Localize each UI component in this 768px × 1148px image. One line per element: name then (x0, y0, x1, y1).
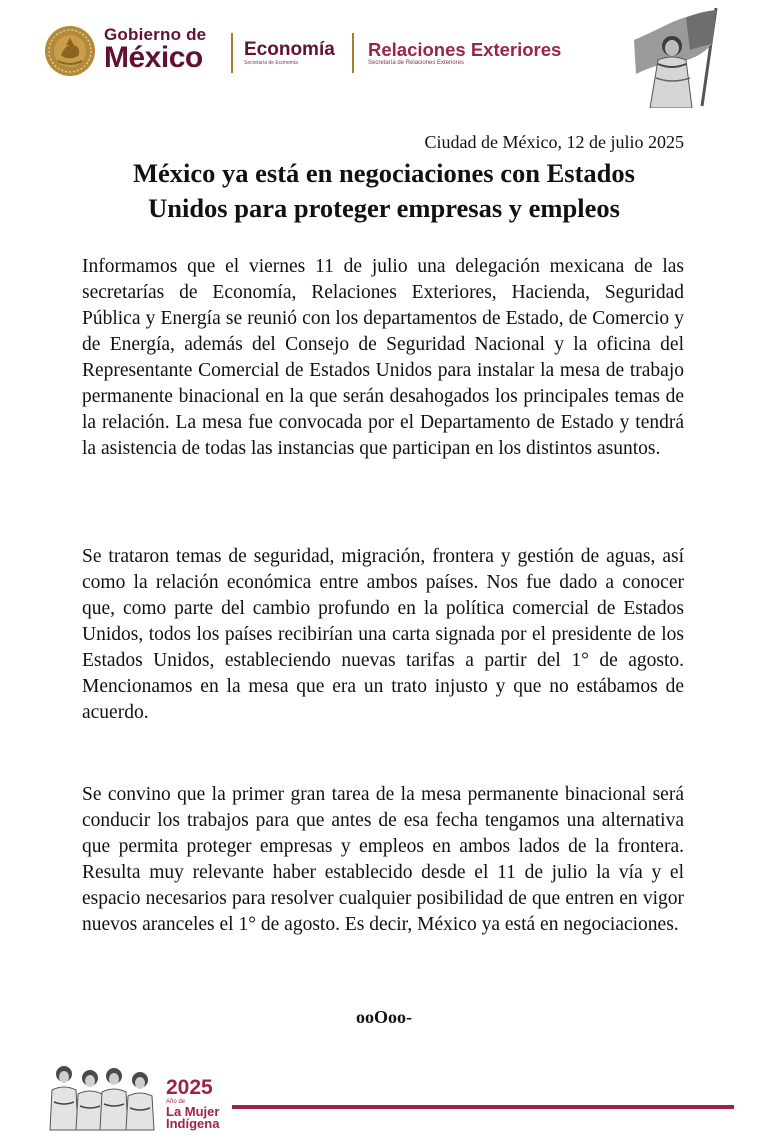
indigenous-women-illustration (44, 1060, 162, 1132)
title-line-1: México ya está en negociaciones con Estados (133, 158, 635, 188)
closing-mark: ooOoo- (356, 1007, 412, 1027)
body-paragraph: Se convino que la primer gran tarea de la mesa permanente binacional será conducir los trabajos para que antes de esa fecha tengamos una alternativa que permita proteger empresas y empleos en ambos lados de la frontera. Resulta muy relevante haber establecido desde el 11 de julio la vía y el espacio necesarios para resolver cualquier posibilidad de que entren en vigor nuevos aranceles el 1° de agosto. Es decir, México ya está en negociaciones. (82, 784, 684, 935)
logo-line-2: México (104, 41, 203, 74)
body-paragraph: Informamos que el viernes 11 de julio una delegación mexicana de las secretarías de Economía, Relaciones Exteriores, Hacienda, Seguridad Pública y Energía se reunió con los departamentos de Estado, de Comercio y de Energía, además del Consejo de Seguridad Nacional y la oficina del Representante Comercial de Estados Unidos para instalar la mesa de trabajo permanente binacional en la que serán desahogados los principales temas de la relación. La mesa fue convocada por el Departamento de Estado y tendrá la asistencia de todas las instancias que participan en los distintos asuntos. (82, 256, 684, 459)
logo-line-1: Gobierno de (104, 25, 207, 44)
flag-woman-illustration (628, 4, 728, 108)
year-of-indigenous-woman-logo (166, 1078, 219, 1130)
relaciones-title: Relaciones Exteriores (368, 39, 562, 60)
logo-divider (231, 33, 233, 73)
footer-motto-line-2: Indígena (166, 1116, 220, 1131)
footer-year: 2025 (166, 1076, 213, 1099)
economia-subtitle: Secretaría de Economía (244, 60, 298, 66)
gobierno-de-mexico-logo (104, 26, 206, 73)
dateline: Ciudad de México, 12 de julio 2025 (424, 132, 684, 152)
economia-title: Economía (244, 39, 335, 60)
letterhead (0, 0, 768, 112)
footer-year-caption: Año de (166, 1099, 186, 1105)
relaciones-exteriores-logo (368, 40, 561, 67)
logo-divider (352, 33, 354, 73)
footer-motto-line-1: La Mujer (166, 1104, 220, 1119)
body-paragraph: Se trataron temas de seguridad, migración, frontera y gestión de aguas, así como la relación económica entre ambos países. Nos fue dado a conocer que, como parte del cambio profundo en la política comercial de Estados Unidos, todos los países recibirían una carta signada por el presidente de los Estados Unidos, estableciendo nuevas tarifas a partir del 1° de agosto. Mencionamos en la mesa que era un trato injusto y que no estábamos de acuerdo. (82, 546, 684, 723)
relaciones-subtitle: Secretaría de Relaciones Exteriores (368, 60, 465, 66)
economia-logo (244, 40, 335, 66)
title-line-2: Unidos para proteger empresas y empleos (148, 193, 620, 223)
press-release-title (82, 156, 686, 226)
footer-rule (232, 1105, 734, 1109)
national-seal-icon (44, 25, 96, 77)
